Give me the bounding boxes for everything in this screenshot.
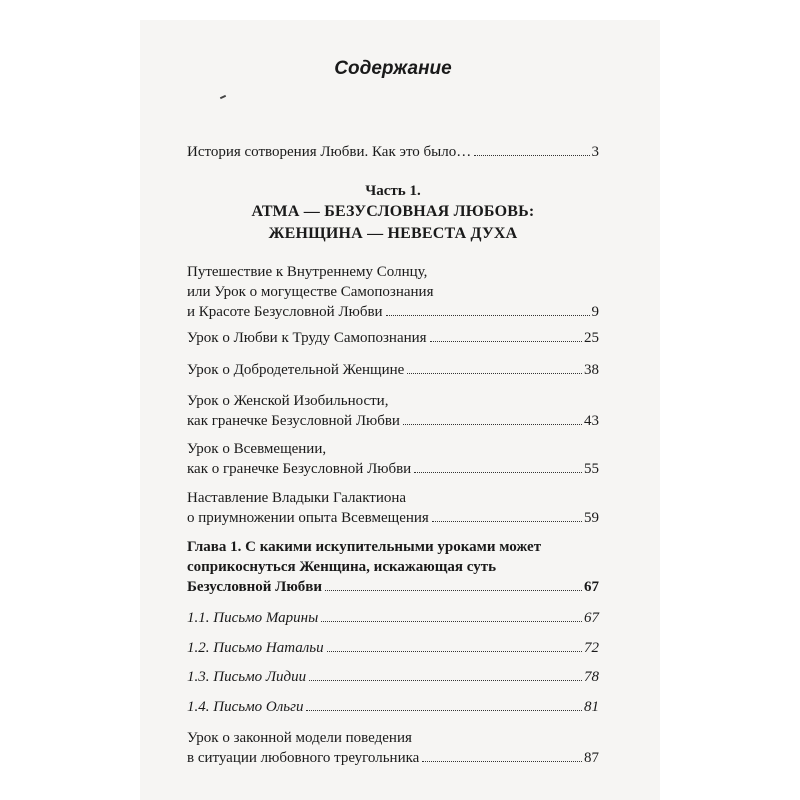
dot-leader <box>321 621 582 622</box>
entry-text: о приумножении опыта Всевмещения <box>187 510 429 526</box>
dot-leader <box>309 680 582 681</box>
entry-text: Наставление Владыки Галактиона <box>187 490 407 506</box>
entry-text: Путешествие к Внутреннему Солнцу, <box>187 264 428 280</box>
toc-entry <box>187 391 599 431</box>
toc-entry <box>187 439 599 479</box>
page-number: 55 <box>584 461 599 477</box>
entry-text: как гранечке Безусловной Любви <box>187 413 400 429</box>
toc-entry <box>187 488 599 528</box>
toc-entry-intro <box>187 142 599 162</box>
toc-subentry <box>187 697 599 717</box>
entry-text: Урок о Любви к Труду Самопознания <box>187 330 427 346</box>
entry-text: Урок о Добродетельной Женщине <box>187 362 405 378</box>
entry-text: или Урок о могуществе Самопознания <box>187 284 434 300</box>
toc-subentry <box>187 667 599 687</box>
dot-leader <box>422 761 582 762</box>
entry-text: Урок о Всевмещении, <box>187 441 327 457</box>
page-number: 3 <box>591 144 599 160</box>
page-number: 43 <box>584 413 599 429</box>
dot-leader <box>430 341 582 342</box>
page-number: 87 <box>584 750 599 766</box>
dot-leader <box>403 424 582 425</box>
entry-text: в ситуации любовного треугольника <box>187 750 420 766</box>
entry-text: Безусловной Любви <box>187 579 323 595</box>
toc-entry <box>187 262 599 322</box>
toc-subentry <box>187 638 599 658</box>
entry-text: как о гранечке Безусловной Любви <box>187 461 412 477</box>
dot-leader <box>407 373 582 374</box>
entry-text: История сотворения Любви. Как это было… <box>187 144 472 160</box>
dot-leader <box>325 590 582 591</box>
dot-leader <box>306 710 582 711</box>
entry-text: 1.1. Письмо Марины <box>187 610 319 626</box>
part-heading <box>187 181 599 245</box>
entry-text: 1.2. Письмо Натальи <box>187 640 324 656</box>
entry-text: Урок о законной модели поведения <box>187 730 412 746</box>
entry-text: 1.3. Письмо Лидии <box>187 669 307 685</box>
dot-leader <box>327 651 582 652</box>
page-number: 81 <box>584 699 599 715</box>
dot-leader <box>474 155 589 156</box>
dot-leader <box>432 521 582 522</box>
toc-subentry <box>187 608 599 628</box>
page-number: 59 <box>584 510 599 526</box>
entry-text: и Красоте Безусловной Любви <box>187 304 383 320</box>
part-title-line: АТМА — БЕЗУСЛОВНАЯ ЛЮБОВЬ: <box>251 203 535 220</box>
page-number: 67 <box>584 579 599 595</box>
toc-chapter-entry <box>187 537 599 597</box>
dot-leader <box>414 472 582 473</box>
entry-text: 1.4. Письмо Ольги <box>187 699 304 715</box>
page-number: 67 <box>584 610 599 626</box>
toc-entry <box>187 360 599 380</box>
page-number: 25 <box>584 330 599 346</box>
dot-leader <box>386 315 590 316</box>
toc-entry <box>187 728 599 768</box>
entry-text: Глава 1. С какими искупительными уроками может <box>187 539 542 555</box>
page-number: 9 <box>591 304 599 320</box>
page-number: 72 <box>584 640 599 656</box>
toc-title: Содержание <box>334 58 452 79</box>
entry-text: соприкоснуться Женщина, искажающая суть <box>187 559 497 575</box>
part-title-line: ЖЕНЩИНА — НЕВЕСТА ДУХА <box>268 225 518 242</box>
part-number: Часть 1. <box>365 183 421 199</box>
page-number: 78 <box>584 669 599 685</box>
entry-text: Урок о Женской Изобильности, <box>187 393 389 409</box>
page-number: 38 <box>584 362 599 378</box>
toc-entry <box>187 328 599 348</box>
